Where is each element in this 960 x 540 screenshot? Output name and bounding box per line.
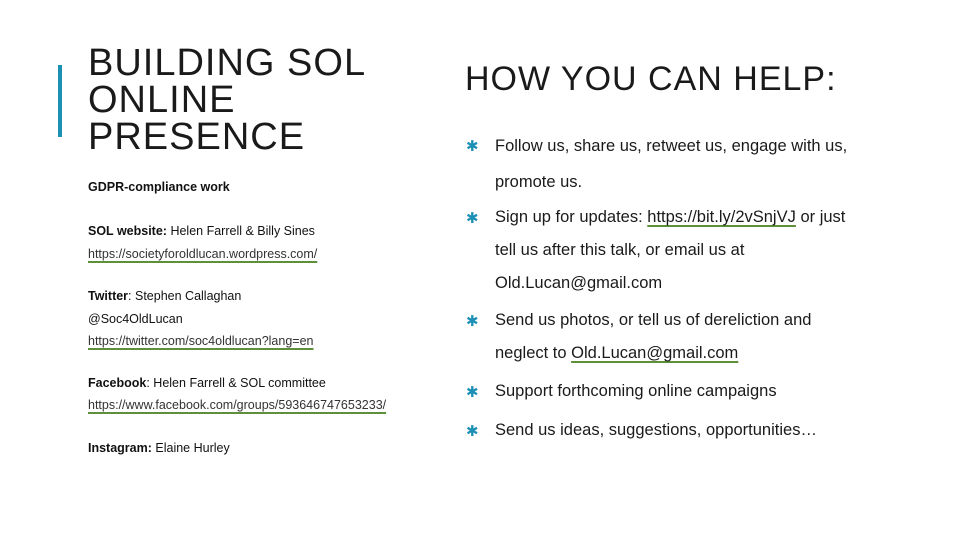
twitter-link[interactable]: https://twitter.com/soc4oldlucan?lang=en — [88, 334, 314, 348]
title-accent-bar — [58, 65, 62, 137]
bullet-follow-line-1: Follow us, share us, retweet us, engage with us, — [495, 137, 848, 155]
bullet-follow-line-2: promote us. — [495, 173, 583, 191]
instagram-credit — [88, 441, 230, 455]
bullet-signup-line-1: Sign up for updates: https://bit.ly/2vSnjVJ or just — [495, 208, 846, 226]
signup-link[interactable]: https://bit.ly/2vSnjVJ — [647, 208, 796, 226]
title-line-1: BUILDING SOL — [88, 42, 367, 84]
asterisk-bullet-icon: ✱ — [466, 423, 479, 440]
website-credit — [88, 224, 315, 238]
facebook-label: Facebook — [88, 376, 147, 390]
bullet-campaigns: Support forthcoming online campaigns — [495, 382, 777, 400]
bullet-ideas: Send us ideas, suggestions, opportunities… — [495, 421, 817, 439]
bullet-photos-line-2: neglect to Old.Lucan@gmail.com — [495, 344, 739, 362]
bullet-signup-line-2: tell us after this talk, or email us at — [495, 241, 745, 259]
twitter-credit — [88, 289, 241, 303]
facebook-names: : Helen Farrell & SOL committee — [146, 376, 326, 390]
help-heading: HOW YOU CAN HELP: — [465, 60, 837, 98]
facebook-credit — [88, 376, 326, 390]
website-label: SOL website: — [88, 224, 167, 238]
gdpr-heading: GDPR-compliance work — [88, 180, 230, 194]
instagram-label: Instagram: — [88, 441, 152, 455]
bullet-photos-line-1: Send us photos, or tell us of dereliction and — [495, 311, 812, 329]
website-names: Helen Farrell & Billy Sines — [166, 224, 315, 238]
twitter-names: : Stephen Callaghan — [128, 289, 242, 303]
email-link[interactable]: Old.Lucan@gmail.com — [571, 344, 739, 362]
asterisk-bullet-icon: ✱ — [466, 138, 479, 155]
asterisk-bullet-icon: ✱ — [466, 384, 479, 401]
bullet-signup-line-3: Old.Lucan@gmail.com — [495, 274, 663, 292]
twitter-handle: @Soc4OldLucan — [88, 312, 183, 326]
facebook-link[interactable]: https://www.facebook.com/groups/593646747653233/ — [88, 398, 387, 412]
title-line-2: ONLINE — [88, 79, 236, 121]
asterisk-bullet-icon: ✱ — [466, 210, 479, 227]
instagram-names: Elaine Hurley — [151, 441, 230, 455]
asterisk-bullet-icon: ✱ — [466, 313, 479, 330]
twitter-label: Twitter — [88, 289, 129, 303]
website-link[interactable]: https://societyforoldlucan.wordpress.com/ — [88, 247, 318, 261]
slide-title — [88, 42, 418, 158]
title-line-3: PRESENCE — [88, 116, 306, 158]
